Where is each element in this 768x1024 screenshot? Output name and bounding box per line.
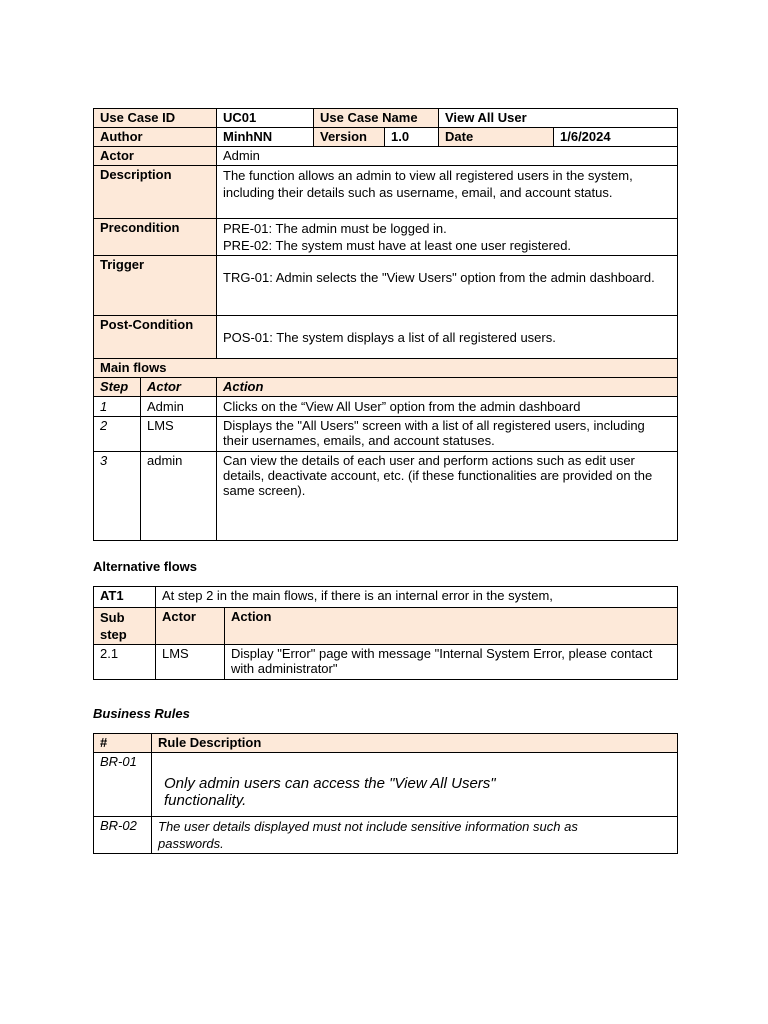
alternative-flows-header-substep: Sub step: [94, 608, 156, 645]
business-rules-table: [93, 733, 678, 854]
alternative-flow-action: Display "Error" page with message "Internal System Error, please contact with administrator": [225, 645, 678, 680]
trigger-value: TRG-01: Admin selects the "View Users" option from the admin dashboard.: [217, 256, 678, 316]
post-condition-label: Post-Condition: [94, 316, 217, 361]
alternative-flow-condition: At step 2 in the main flows, if there is an internal error in the system,: [156, 587, 678, 608]
date-label: Date: [439, 128, 554, 147]
alternative-flow-actor: LMS: [156, 645, 225, 680]
business-rule-id: BR-01: [94, 753, 152, 817]
author-value: MinhNN: [217, 128, 314, 147]
alternative-flows-header-action: Action: [225, 608, 678, 645]
table-row: [94, 817, 678, 854]
post-condition-value: POS-01: The system displays a list of all registered users.: [217, 316, 678, 361]
table-row: [94, 417, 678, 452]
main-flow-action: Displays the "All Users" screen with a list of all registered users, including their usernames, emails, and account statuses.: [217, 417, 678, 452]
version-value: 1.0: [385, 128, 439, 147]
use-case-name-value: View All User: [439, 109, 678, 128]
precondition-2: PRE-02: The system must have at least one user registered.: [223, 238, 572, 253]
version-label: Version: [314, 128, 385, 147]
main-flow-actor: Admin: [141, 397, 217, 417]
main-flow-step: 3: [94, 452, 141, 541]
trigger-label: Trigger: [94, 256, 217, 316]
business-rule-id: BR-02: [94, 817, 152, 854]
main-flows-header-step: Step: [94, 378, 141, 397]
date-value: 1/6/2024: [554, 128, 678, 147]
main-flow-step: 1: [94, 397, 141, 417]
alternative-flow-id: AT1: [94, 587, 156, 608]
precondition-label: Precondition: [94, 219, 217, 256]
alternative-flows-table: [93, 586, 678, 680]
alternative-flows-header-actor: Actor: [156, 608, 225, 645]
precondition-1: PRE-01: The admin must be logged in.: [223, 221, 447, 236]
actor-label: Actor: [94, 147, 217, 166]
use-case-id-value: UC01: [217, 109, 314, 128]
main-flow-actor: LMS: [141, 417, 217, 452]
description-label: Description: [94, 166, 217, 219]
business-rule-description: Only admin users can access the "View All Users" functionality.: [152, 753, 678, 817]
description-value: The function allows an admin to view all registered users in the system, including their details such as username, email, and account status.: [217, 166, 678, 219]
alternative-flows-title: Alternative flows: [93, 559, 198, 574]
business-rules-title: Business Rules: [93, 706, 190, 721]
main-flow-action: Can view the details of each user and perform actions such as edit user details, deactivate account, etc. (if these functionalities are provided on the same screen).: [217, 452, 678, 541]
use-case-id-label: Use Case ID: [94, 109, 217, 128]
actor-value: Admin: [217, 147, 678, 166]
author-label: Author: [94, 128, 217, 147]
table-row: [94, 397, 678, 417]
use-case-table: [93, 108, 678, 361]
main-flow-actor: admin: [141, 452, 217, 541]
precondition-values: [217, 219, 678, 256]
business-rules-header-description: Rule Description: [152, 734, 678, 753]
table-row: [94, 753, 678, 817]
business-rules-header-number: #: [94, 734, 152, 753]
table-row: [94, 645, 678, 680]
main-flow-action: Clicks on the “View All User” option from the admin dashboard: [217, 397, 678, 417]
use-case-name-label: Use Case Name: [314, 109, 439, 128]
main-flows-title: Main flows: [94, 359, 678, 378]
table-row: [94, 452, 678, 541]
main-flows-header-actor: Actor: [141, 378, 217, 397]
main-flows-table: [93, 358, 678, 541]
business-rule-description: The user details displayed must not include sensitive information such as passwords.: [152, 817, 678, 854]
main-flows-header-action: Action: [217, 378, 678, 397]
alternative-flow-step: 2.1: [94, 645, 156, 680]
main-flow-step: 2: [94, 417, 141, 452]
